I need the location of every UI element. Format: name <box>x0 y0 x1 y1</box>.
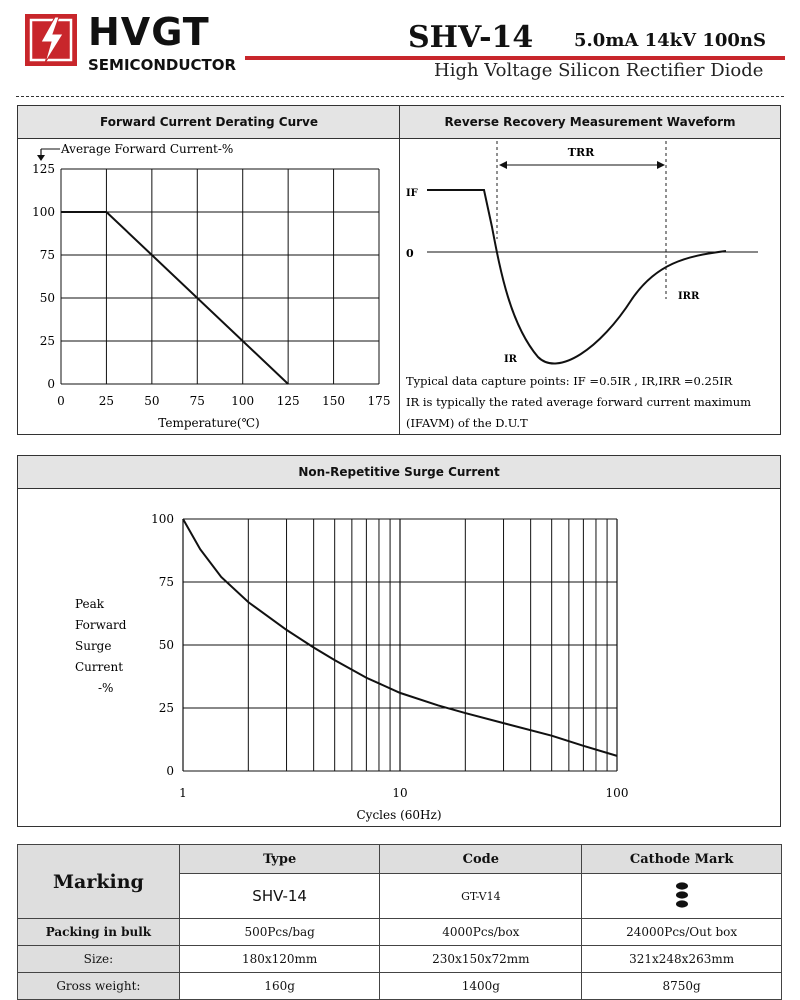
code-value: GT-V14 <box>380 874 582 919</box>
size-outbox: 321x248x263mm <box>582 946 782 973</box>
surge-ytick: 100 <box>151 512 174 526</box>
recovery-waveform <box>427 190 726 364</box>
weight-box: 1400g <box>380 973 582 1000</box>
surge-ytick: 0 <box>166 764 174 778</box>
surge-ytick: 50 <box>158 638 174 652</box>
logo-icon <box>25 14 77 66</box>
derating-xtick: 125 <box>276 394 300 408</box>
derating-ytick: 125 <box>32 162 55 176</box>
logo-text: HVGT <box>88 10 210 54</box>
surge-xtick: 100 <box>605 786 629 800</box>
packing-outbox: 24000Pcs/Out box <box>582 919 782 946</box>
part-description: High Voltage Silicon Rectifier Diode <box>434 60 764 81</box>
derating-xtick: 150 <box>322 394 346 408</box>
if-label: IF <box>406 188 418 199</box>
derating-ytick: 25 <box>39 334 55 348</box>
zero-label: 0 <box>406 247 414 260</box>
surge-ylabel-line: Forward <box>75 618 127 632</box>
derating-ytick: 0 <box>47 377 55 391</box>
surge-xtick: 1 <box>179 786 187 800</box>
derating-xtick: 50 <box>144 394 160 408</box>
surge-ytick: 25 <box>158 701 174 715</box>
irr-label: IRR <box>678 291 700 302</box>
size-box: 230x150x72mm <box>380 946 582 973</box>
derating-xtick: 25 <box>98 394 115 408</box>
recovery-note-2: IR is typically the rated average forward current maximum <box>406 395 752 409</box>
packing-box: 4000Pcs/box <box>380 919 582 946</box>
surge-title: Non-Repetitive Surge Current <box>18 456 780 489</box>
part-spec: 5.0mA 14kV 100nS <box>574 30 767 51</box>
derating-xlabel: Temperature(℃) <box>158 416 260 430</box>
cathode-mark-icon <box>582 874 782 919</box>
derating-panel <box>17 105 401 435</box>
recovery-title: Reverse Recovery Measurement Waveform <box>400 106 780 139</box>
surge-ytick: 75 <box>158 575 174 589</box>
derating-ytick: 100 <box>32 205 55 219</box>
derating-ytick: 75 <box>39 248 55 262</box>
surge-panel <box>17 455 781 827</box>
col-code: Code <box>380 845 582 874</box>
marking-label: Marking <box>18 845 180 919</box>
size-bag: 180x120mm <box>179 946 380 973</box>
derating-ylabel: Average Forward Current-% <box>61 142 234 156</box>
part-number: SHV-14 <box>408 20 534 55</box>
surge-ylabel-line: Current <box>75 660 124 674</box>
derating-ylabel-arrow <box>37 149 60 161</box>
trr-label: TRR <box>567 146 595 159</box>
row-packing-label: Packing in bulk <box>18 919 180 946</box>
dashed-separator <box>16 96 784 97</box>
recovery-chart <box>400 139 780 434</box>
weight-bag: 160g <box>179 973 380 1000</box>
ir-label: IR <box>504 354 517 365</box>
derating-xtick: 0 <box>57 394 65 408</box>
derating-title: Forward Current Derating Curve <box>18 106 400 139</box>
recovery-panel <box>399 105 781 435</box>
recovery-note-1: Typical data capture points: IF =0.5IR , IR,IRR =0.25IR <box>406 374 733 388</box>
surge-xlabel: Cycles (60Hz) <box>356 808 442 822</box>
derating-xtick: 75 <box>189 394 205 408</box>
weight-outbox: 8750g <box>582 973 782 1000</box>
recovery-note-3: (IFAVM) of the D.U.T <box>406 416 528 430</box>
surge-ylabel-line: -% <box>98 681 114 695</box>
row-weight-label: Gross weight: <box>18 973 180 1000</box>
derating-chart <box>18 139 400 434</box>
packing-bag: 500Pcs/bag <box>179 919 380 946</box>
marking-table <box>17 844 782 1000</box>
derating-xtick: 175 <box>367 394 391 408</box>
col-cathode: Cathode Mark <box>582 845 782 874</box>
type-value: SHV-14 <box>179 874 380 919</box>
surge-ylabel-line: Peak <box>75 597 105 611</box>
logo-subtitle: SEMICONDUCTOR <box>88 56 237 74</box>
derating-xtick: 100 <box>231 394 255 408</box>
col-type: Type <box>179 845 380 874</box>
surge-ylabel-line: Surge <box>75 639 112 653</box>
derating-ytick: 50 <box>39 291 55 305</box>
surge-chart <box>18 489 780 826</box>
surge-xtick: 10 <box>392 786 408 800</box>
row-size-label: Size: <box>18 946 180 973</box>
